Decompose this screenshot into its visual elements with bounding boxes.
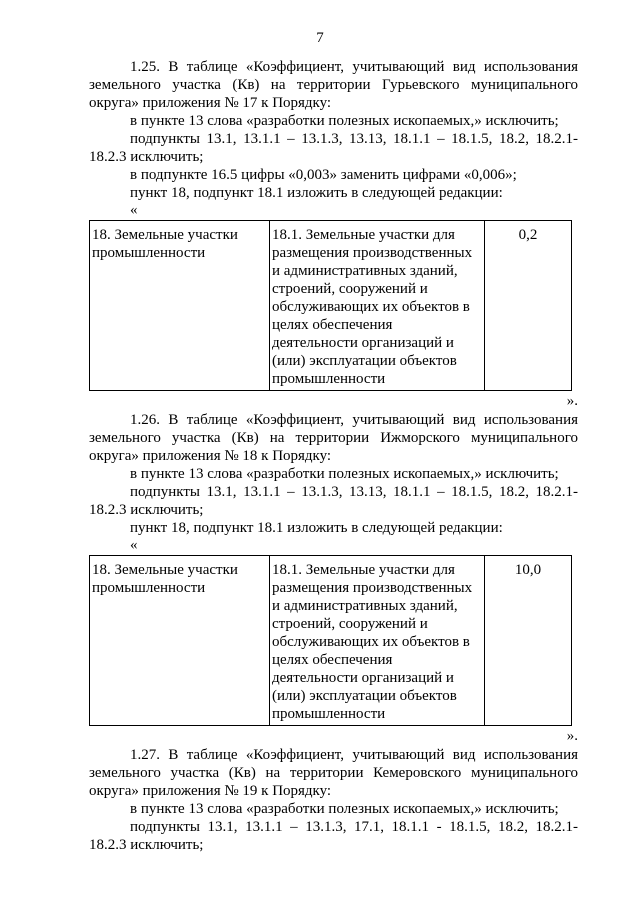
section-intro-line: округа» приложения № 18 к Порядку: — [89, 448, 332, 464]
table-cell-category: 18. Земельные участки промышленности — [90, 556, 270, 726]
table-cell-coefficient: 10,0 — [485, 556, 572, 726]
amendment-item-continuation: 18.2.3 исключить; — [89, 502, 204, 518]
amendment-item: пункт 18, подпункт 18.1 изложить в следующей редакции: — [130, 520, 503, 536]
amendment-item: пункт 18, подпункт 18.1 изложить в следующей редакции: — [130, 185, 503, 201]
section-1-27 — [89, 746, 578, 854]
section-intro-line: округа» приложения № 19 к Порядку: — [89, 783, 332, 799]
amendment-item: в подпункте 16.5 цифры «0,003» заменить цифрами «0,006»; — [130, 167, 517, 183]
amendment-item: подпункты 13.1, 13.1.1 – 13.1.3, 13.13, 18.1.1 – 18.1.5, 18.2, 18.2.1- — [130, 484, 578, 500]
document-body — [89, 58, 578, 854]
section-intro-line: 1.27. В таблице «Коэффициент, учитывающий вид использования — [130, 747, 578, 763]
page-number: 7 — [316, 30, 324, 46]
table-cell-coefficient: 0,2 — [485, 221, 572, 391]
open-quote: « — [130, 537, 138, 553]
table-cell-description: 18.1. Земельные участки для размещения производственных и административных зданий, строений, сооружений и обслуживающих их объектов в целях обеспечения деятельности организаций и (или) эксплуатации объектов промышленности — [270, 221, 485, 391]
section-intro-line: 1.26. В таблице «Коэффициент, учитывающий вид использования — [130, 412, 578, 428]
amendment-item-continuation: 18.2.3 исключить; — [89, 837, 204, 853]
section-1-25 — [89, 58, 578, 411]
section-intro-line: округа» приложения № 17 к Порядку: — [89, 95, 332, 111]
amendment-table — [89, 555, 572, 726]
table-row — [90, 221, 572, 391]
section-intro-line: земельного участка (Кв) на территории Ижморского муниципального — [89, 430, 578, 446]
section-1-26 — [89, 411, 578, 746]
amendment-item: подпункты 13.1, 13.1.1 – 13.1.3, 17.1, 18.1.1 - 18.1.5, 18.2, 18.2.1- — [130, 819, 578, 835]
table-cell-category: 18. Земельные участки промышленности — [90, 221, 270, 391]
amendment-item: в пункте 13 слова «разработки полезных ископаемых,» исключить; — [130, 113, 559, 129]
amendment-table — [89, 220, 572, 391]
amendment-item: в пункте 13 слова «разработки полезных ископаемых,» исключить; — [130, 801, 559, 817]
close-quote: ». — [566, 728, 578, 744]
amendment-item: в пункте 13 слова «разработки полезных ископаемых,» исключить; — [130, 466, 559, 482]
section-intro-line: земельного участка (Кв) на территории Гурьевского муниципального — [89, 77, 578, 93]
open-quote: « — [130, 202, 138, 218]
section-intro-line: 1.25. В таблице «Коэффициент, учитывающий вид использования — [130, 59, 578, 75]
amendment-item: подпункты 13.1, 13.1.1 – 13.1.3, 13.13, 18.1.1 – 18.1.5, 18.2, 18.2.1- — [130, 131, 578, 147]
table-row — [90, 556, 572, 726]
amendment-item-continuation: 18.2.3 исключить; — [89, 149, 204, 165]
table-cell-description: 18.1. Земельные участки для размещения производственных и административных зданий, строений, сооружений и обслуживающих их объектов в целях обеспечения деятельности организаций и (или) эксплуатации объектов промышленности — [270, 556, 485, 726]
close-quote: ». — [566, 393, 578, 409]
section-intro-line: земельного участка (Кв) на территории Кемеровского муниципального — [89, 765, 578, 781]
